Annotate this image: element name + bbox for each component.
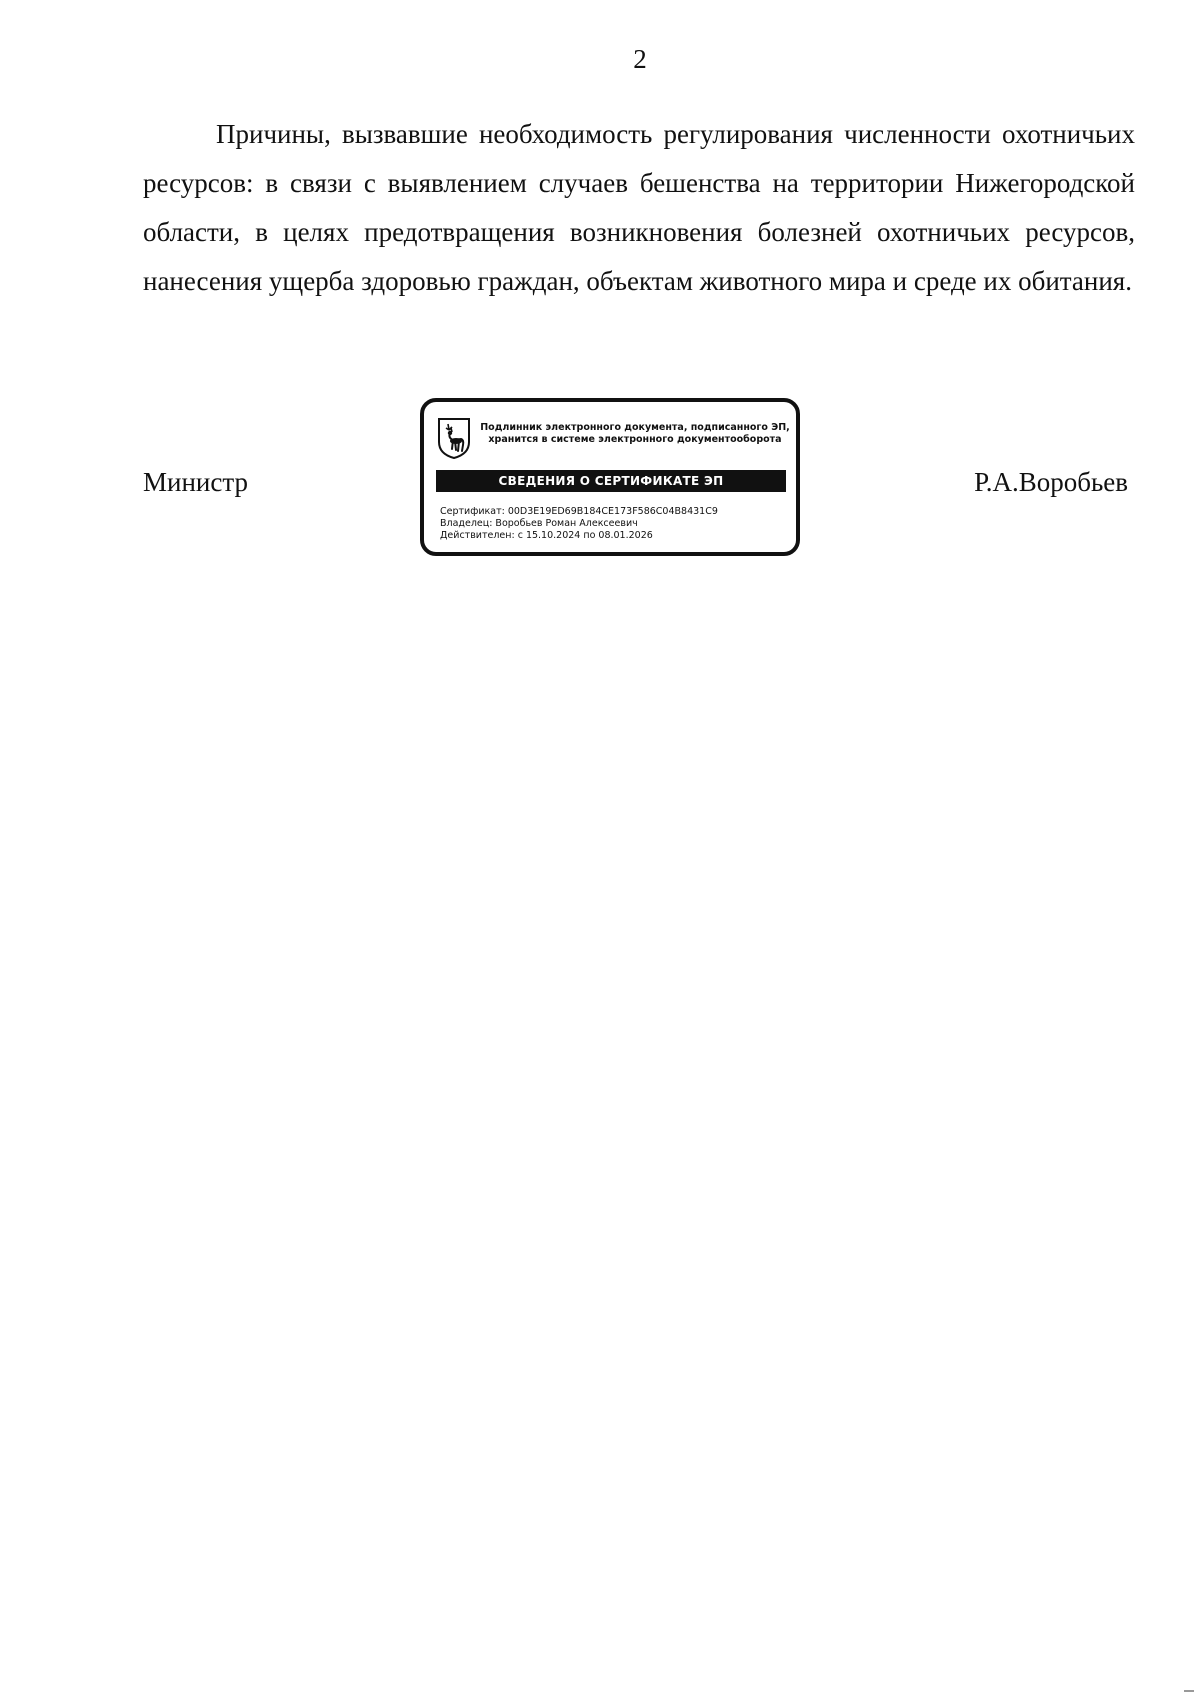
stamp-header <box>474 422 796 446</box>
scan-artifact-mark <box>1184 1690 1194 1692</box>
signatory-name: Р.А.Воробьев <box>974 467 1128 497</box>
body-paragraph: Причины, вызвавшие необходимость регулирования численности охотничьих ресурсов: в связи с выявлением случаев бешенства на территории Нижегородской области, в целях предотвращения возникновения болезней охотничьих ресурсов, нанесения ущерба здоровью граждан, объектам животного мира и среде их обитания. <box>143 119 1135 296</box>
stamp-header-line-2: хранится в системе электронного документооборота <box>488 434 782 445</box>
signatory-title: Министр <box>143 467 248 497</box>
certificate-details <box>440 506 718 542</box>
stamp-header-line-1: Подлинник электронного документа, подписанного ЭП, <box>480 422 790 433</box>
certificate-validity: Действителен: с 15.10.2024 по 08.01.2026 <box>440 530 653 541</box>
page-number: 2 <box>633 44 647 74</box>
signature-block <box>0 398 1200 563</box>
certificate-info-bar: СВЕДЕНИЯ О СЕРТИФИКАТЕ ЭП <box>436 470 786 492</box>
e-signature-stamp <box>420 398 800 556</box>
certificate-owner: Владелец: Воробьев Роман Алексеевич <box>440 518 638 529</box>
deer-emblem-icon <box>436 416 472 460</box>
certificate-number: Сертификат: 00D3E19ED69B184CE173F586C04B8431C9 <box>440 506 718 517</box>
